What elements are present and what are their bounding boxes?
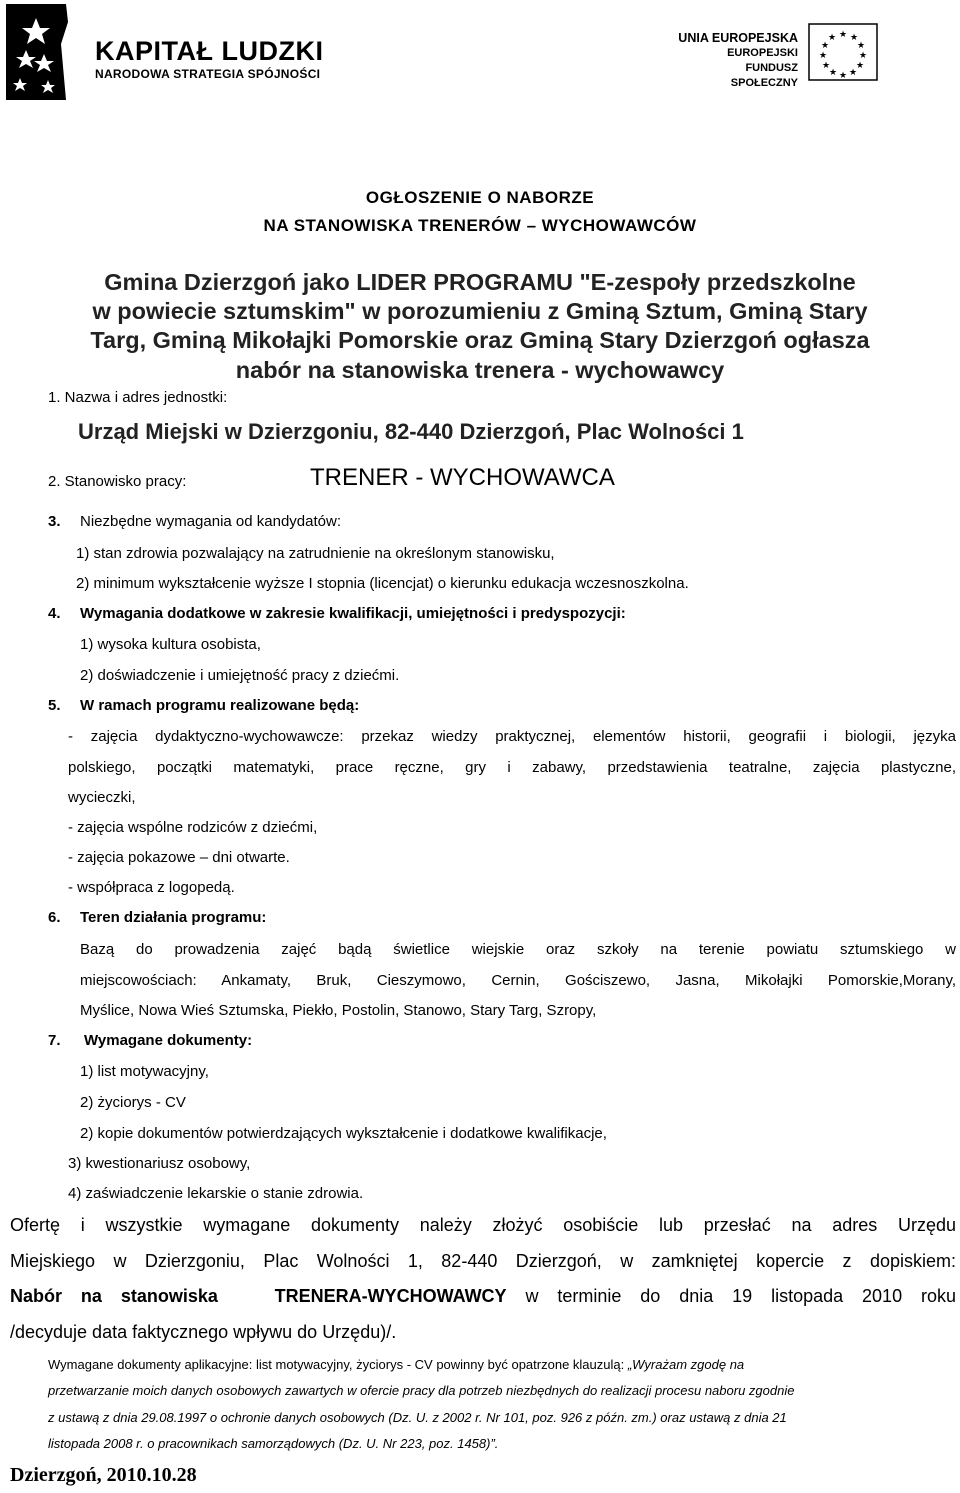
svg-text:★: ★ xyxy=(818,51,828,61)
section-3-number: 3. xyxy=(48,513,61,530)
offer-line-1: Ofertę i wszystkie wymagane dokumenty należy złożyć osobiście lub przesłać na adres Urzędu xyxy=(10,1215,956,1235)
section-7-number: 7. xyxy=(48,1032,61,1049)
eu-line-3: FUNDUSZ SPOŁECZNY xyxy=(730,62,798,89)
intro-line-4: nabór na stanowiska trenera - wychowawcy xyxy=(235,357,725,383)
intro-line-3: Targ, Gminą Mikołajki Pomorskie oraz Gminą Stary Dzierzgoń ogłasza xyxy=(90,327,870,353)
kapital-ludzki-logo-icon xyxy=(6,4,70,100)
offer-line-3 xyxy=(10,1286,956,1307)
svg-text:★: ★ xyxy=(820,41,830,51)
section-4-item-1: 1) wysoka kultura osobista, xyxy=(80,636,261,653)
note-line-4: listopada 2008 r. o pracownikach samorządowych (Dz. U. Nr 223, poz. 1458)”. xyxy=(48,1436,499,1451)
svg-text:★: ★ xyxy=(828,68,838,78)
section-6-line-3: Myślice, Nowa Wieś Sztumska, Piekło, Postolin, Stanowo, Stary Targ, Szropy, xyxy=(80,1002,597,1019)
svg-text:★: ★ xyxy=(849,33,859,43)
section-6-line-2: miejscowościach: Ankamaty, Bruk, Cieszymowo, Cernin, Gościszewo, Jasna, Mikołajki Pomorskie,Morany, xyxy=(80,972,956,989)
section-3-item-2: 2) minimum wykształcenie wyższe I stopnia (licencjat) o kierunku edukacja wczesnoszkolna. xyxy=(76,575,689,592)
place-and-date: Dzierzgoń, 2010.10.28 xyxy=(10,1464,197,1486)
section-5-paragraph-line-1: - zajęcia dydaktyczno-wychowawcze: przekaz wiedzy praktycznej, elementów historii, geografii i biologii, języka xyxy=(68,728,956,745)
svg-text:★: ★ xyxy=(821,61,831,71)
announcement-title-line-2: NA STANOWISKA TRENERÓW – WYCHOWAWCÓW xyxy=(263,216,697,235)
svg-text:★: ★ xyxy=(858,51,868,61)
section-7-label: Wymagane dokumenty: xyxy=(84,1032,253,1049)
section-5-paragraph-line-3: wycieczki, xyxy=(68,789,136,806)
note-line-1-text: Wymagane dokumenty aplikacyjne: list motywacyjny, życiorys - CV powinny być opatrzone klauzulą: xyxy=(48,1357,628,1372)
section-7-item-5: 4) zaświadczenie lekarskie o stanie zdrowia. xyxy=(68,1185,364,1202)
intro-line-2: w powiecie sztumskim" w porozumieniu z Gminą Sztum, Gminą Stary xyxy=(92,298,868,324)
eu-line-2: EUROPEJSKI xyxy=(727,47,798,59)
section-6-label: Teren działania programu: xyxy=(80,909,267,926)
section-7-item-4: 3) kwestionariusz osobowy, xyxy=(68,1155,251,1172)
note-line-3: z ustawą z dnia 29.08.1997 o ochronie danych osobowych (Dz. U. z 2002 r. Nr 101, poz. 926 z późn. zm.) oraz ustawą z dnia 21 xyxy=(48,1410,787,1425)
section-3-label: Niezbędne wymagania od kandydatów: xyxy=(80,513,341,530)
note-line-2: przetwarzanie moich danych osobowych zawartych w ofercie pracy dla potrzeb niezbędnych do realizacji procesu naboru zgodnie xyxy=(48,1383,795,1398)
svg-text:★: ★ xyxy=(838,30,848,40)
section-4-item-2: 2) doświadczenie i umiejętność pracy z dziećmi. xyxy=(80,667,400,684)
svg-text:★: ★ xyxy=(856,41,866,51)
kapital-ludzki-subtitle: NARODOWA STRATEGIA SPÓJNOŚCI xyxy=(95,67,321,81)
kapital-ludzki-title: KAPITAŁ LUDZKI xyxy=(95,36,324,66)
eu-logo-text xyxy=(676,31,798,91)
note-line-1 xyxy=(48,1357,744,1372)
section-4-number: 4. xyxy=(48,605,61,622)
svg-text:★: ★ xyxy=(827,33,837,43)
offer-line-2: Miejskiego w Dzierzgoniu, Plac Wolności 1, 82-440 Dzierzgoń, w zamkniętej kopercie z dopiskiem: xyxy=(10,1251,956,1271)
section-5-label: W ramach programu realizowane będą: xyxy=(80,697,360,714)
intro-line-1: Gmina Dzierzgoń jako LIDER PROGRAMU "E-zespoły przedszkolne xyxy=(104,269,856,295)
section-4-label: Wymagania dodatkowe w zakresie kwalifikacji, umiejętności i predyspozycji: xyxy=(80,605,626,622)
section-6-line-1: Bazą do prowadzenia zajęć bądą świetlice wiejskie oraz szkoły na terenie powiatu sztumskiego w xyxy=(80,941,956,958)
offer-deadline: w terminie do dnia 19 listopada 2010 roku xyxy=(506,1286,956,1306)
section-5-item-3: - współpraca z logopedą. xyxy=(68,879,235,896)
section-7-item-2: 2) życiorys - CV xyxy=(80,1094,186,1111)
section-7-item-3: 2) kopie dokumentów potwierdzających wykształcenie i dodatkowe kwalifikacje, xyxy=(80,1125,607,1142)
section-5-item-2: - zajęcia pokazowe – dni otwarte. xyxy=(68,849,290,866)
section-7-item-1: 1) list motywacyjny, xyxy=(80,1063,209,1080)
svg-text:★: ★ xyxy=(838,71,848,81)
section-1-address: Urząd Miejski w Dzierzgoniu, 82-440 Dzierzgoń, Plac Wolności 1 xyxy=(78,419,744,444)
offer-bold-nabor: Nabór na stanowiska xyxy=(10,1286,218,1306)
section-2-label: 2. Stanowisko pracy: xyxy=(48,473,187,490)
section-2-position: TRENER - WYCHOWAWCA xyxy=(310,464,615,491)
svg-text:★: ★ xyxy=(855,61,865,71)
eu-line-1: UNIA EUROPEJSKA xyxy=(678,31,798,45)
section-6-number: 6. xyxy=(48,909,61,926)
section-3-item-1: 1) stan zdrowia pozwalający na zatrudnienie na określonym stanowisku, xyxy=(76,545,555,562)
section-1-label: 1. Nazwa i adres jednostki: xyxy=(48,389,228,406)
section-5-number: 5. xyxy=(48,697,61,714)
svg-text:★: ★ xyxy=(848,68,858,78)
offer-line-4: /decyduje data faktycznego wpływu do Urzędu)/. xyxy=(10,1322,397,1342)
section-5-item-1: - zajęcia wspólne rodziców z dziećmi, xyxy=(68,819,318,836)
announcement-title-line-1: OGŁOSZENIE O NABORZE xyxy=(365,188,595,207)
eu-flag-icon xyxy=(808,23,878,81)
offer-bold-position: TRENERA-WYCHOWAWCY xyxy=(274,1286,507,1306)
section-5-paragraph-line-2: polskiego, początki matematyki, prace ręczne, gry i zabawy, przedstawienia teatralne, zajęcia plastyczne, xyxy=(68,759,956,776)
note-line-1-clause: „Wyrażam zgodę na xyxy=(627,1357,745,1372)
